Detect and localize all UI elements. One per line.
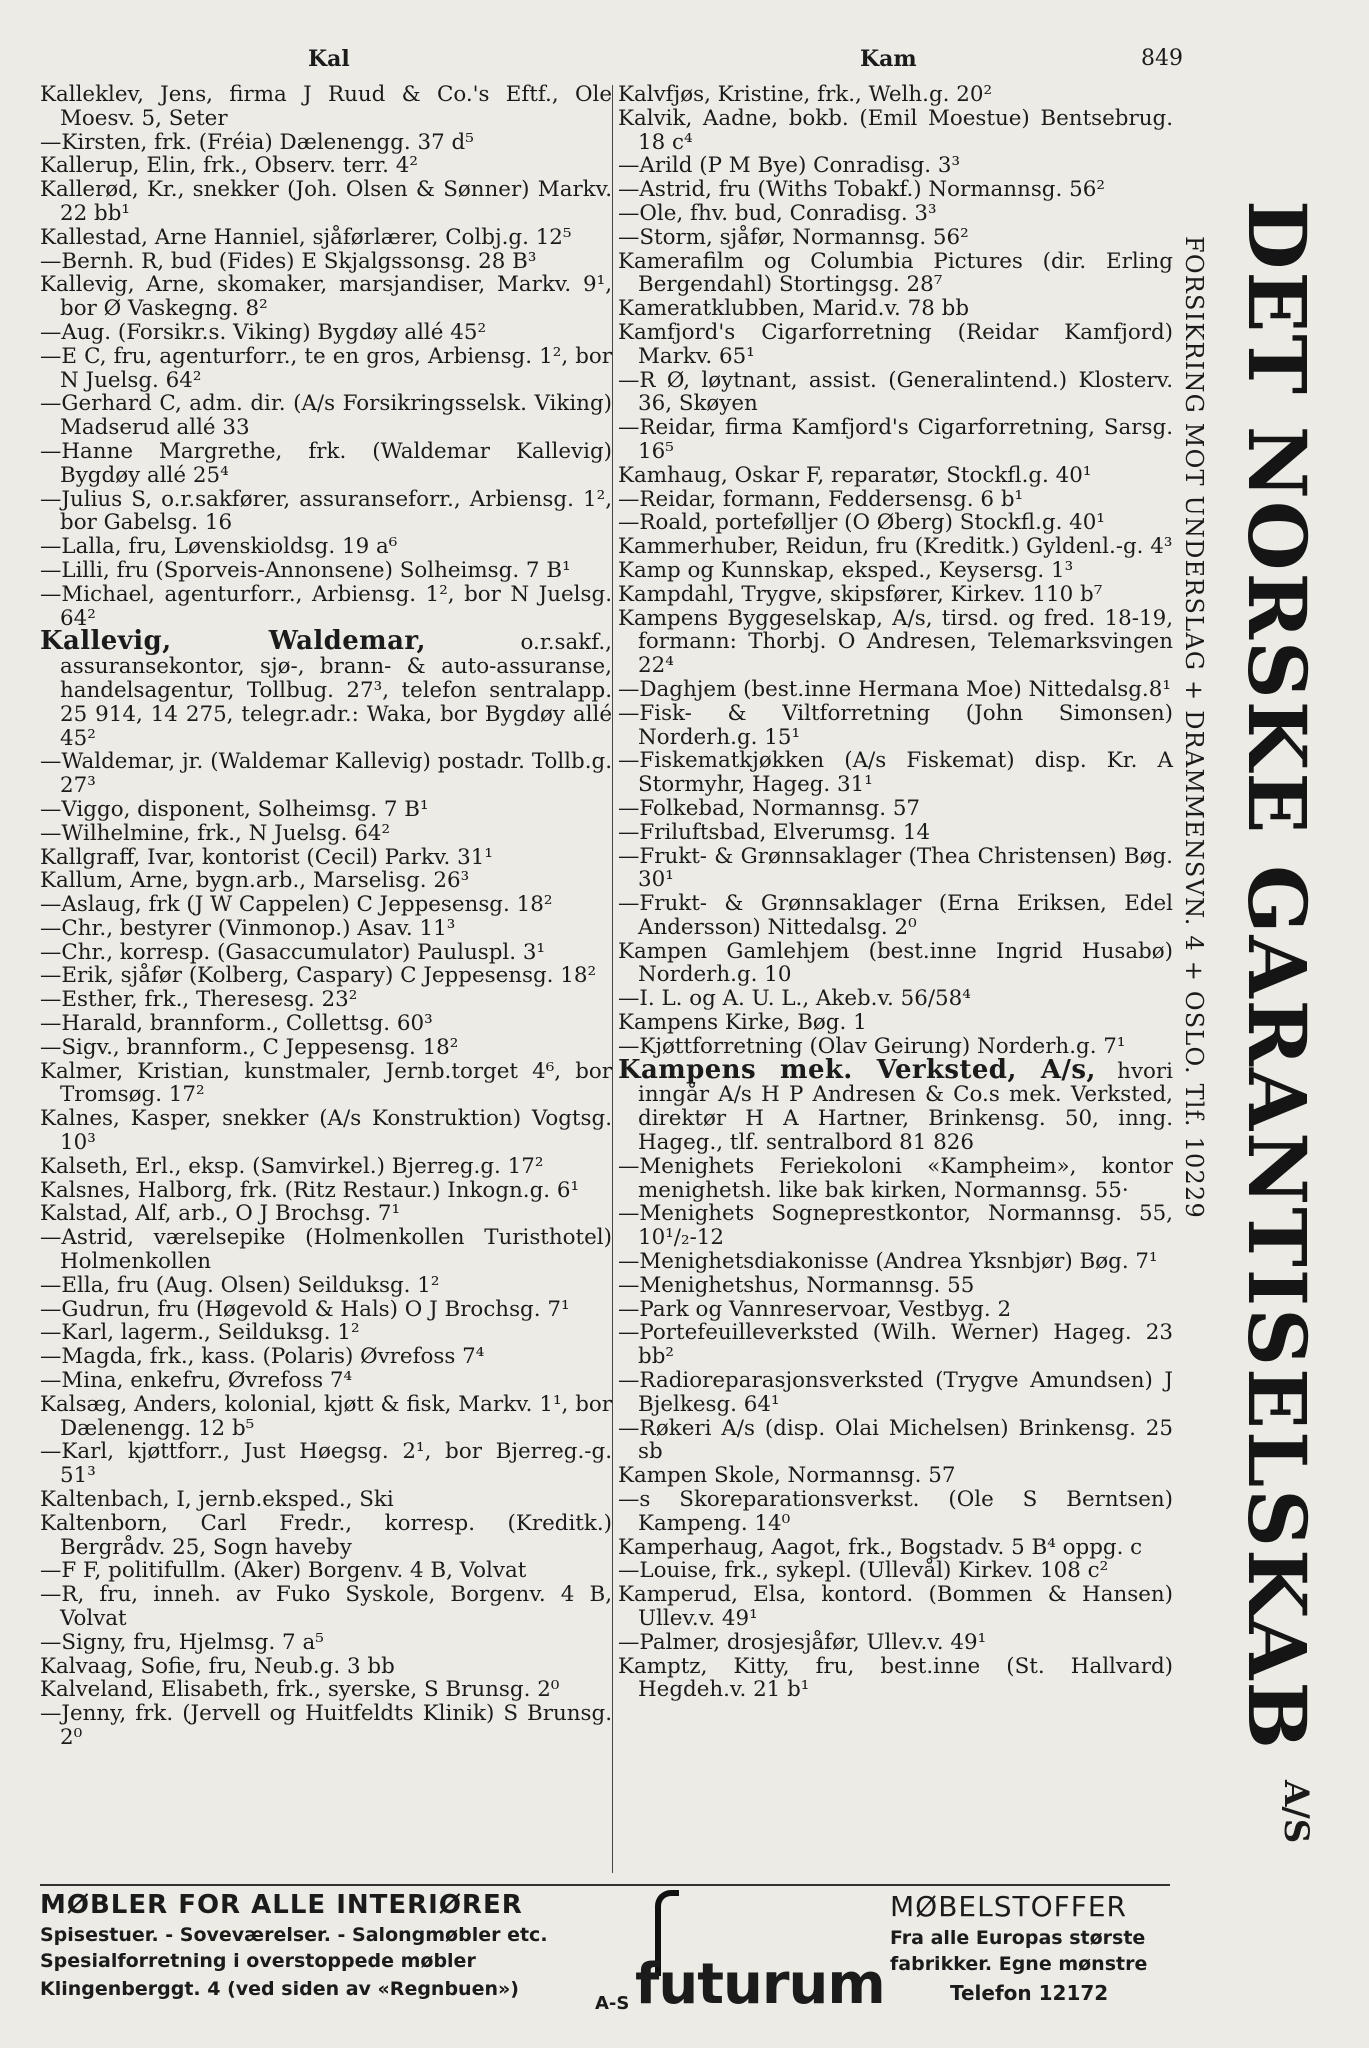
directory-entry: —Røkeri A/s (disp. Olai Michelsen) Brinkensg. 25 sb <box>618 1415 1173 1465</box>
featured-entry-name: Kallevig, Waldemar, <box>40 626 426 657</box>
directory-entry: Kampen Gamlehjem (best.inne Ingrid Husabø) Norderh.g. 10 <box>618 938 1173 988</box>
furniture-ad-line: Spisestuer. - Soveværelser. - Salongmøbler etc. <box>40 1924 548 1946</box>
directory-entry: —Arild (P M Bye) Conradisg. 3³ <box>618 153 961 179</box>
directory-entry: Kalmer, Kristian, kunstmaler, Jernb.torget 4⁶, bor Tromsøg. 17² <box>40 1058 612 1108</box>
fabric-ad-title: MØBELSTOFFER <box>890 1890 1127 1923</box>
directory-entry: Kalsæg, Anders, kolonial, kjøtt & fisk, Markv. 1¹, bor Dælenengg. 12 b⁵ <box>40 1391 612 1441</box>
directory-entry: —Karl, lagerm., Seilduksg. 1² <box>40 1320 360 1346</box>
directory-entry: —Viggo, disponent, Solheimsg. 7 B¹ <box>40 796 429 822</box>
directory-entry: Kalseth, Erl., eksp. (Samvirkel.) Bjerreg.g. 17² <box>40 1153 544 1179</box>
directory-entry: —Ole, fhv. bud, Conradisg. 3³ <box>618 200 937 226</box>
directory-entry: Kampen Skole, Normannsg. 57 <box>618 1463 956 1489</box>
directory-entry: —Gudrun, fru (Høgevold & Hals) O J Brochsg. 7¹ <box>40 1296 570 1322</box>
directory-entry: —Frukt- & Grønnsaklager (Erna Eriksen, Edel Andersson) Nittedalsg. 2⁰ <box>618 891 1173 940</box>
directory-entry: Kamhaug, Oskar F, reparatør, Stockfl.g. 40¹ <box>618 462 1092 488</box>
directory-entry: —Storm, sjåfør, Normannsg. 56² <box>618 224 969 250</box>
directory-entry: —Erik, sjåfør (Kolberg, Caspary) C Jeppesensg. 18² <box>40 963 597 989</box>
directory-entry: —Astrid, værelsepike (Holmenkollen Turisthotel) Holmenkollen <box>40 1225 612 1275</box>
directory-entry: —Palmer, drosjesjåfør, Ullev.v. 49¹ <box>618 1629 987 1655</box>
featured-entry-kampens-verksted <box>618 1054 1173 1156</box>
directory-entry: —R Ø, løytnant, assist. (Generalintend.) Klosterv. 36, Skøyen <box>618 367 1173 417</box>
directory-entry: Kamptz, Kitty, fru, best.inne (St. Hallvard) Hegdeh.v. 21 b¹ <box>618 1653 1173 1703</box>
directory-entry: —Aug. (Forsikr.s. Viking) Bygdøy allé 45² <box>40 319 487 345</box>
directory-entry: Kalnes, Kasper, snekker (A/s Konstruktion) Vogtsg. 10³ <box>40 1106 612 1156</box>
directory-entry: —Esther, frk., Theresesg. 23² <box>40 987 358 1013</box>
directory-entry: Kalvfjøs, Kristine, frk., Welh.g. 20² <box>618 82 993 107</box>
directory-entry: —Gerhard C, adm. dir. (A/s Forsikringsselsk. Viking) Madserud allé 33 <box>40 391 612 441</box>
directory-entry: —Frukt- & Grønnsaklager (Thea Christensen) Bøg. 30¹ <box>618 843 1173 893</box>
directory-entry: —Menighetsdiakonisse (Andrea Yksnbjør) Bøg. 7¹ <box>618 1249 1158 1275</box>
directory-entry: —R, fru, inneh. av Fuko Syskole, Borgenv. 4 B, Volvat <box>40 1582 612 1631</box>
directory-entry: Kaltenbach, I, jernb.eksped., Ski <box>40 1487 394 1513</box>
featured-entry-kallevig <box>40 626 612 751</box>
directory-entry: Kallerup, Elin, frk., Observ. terr. 4² <box>40 153 418 179</box>
directory-entry: Kalvaag, Sofie, fru, Neub.g. 3 bb <box>40 1653 395 1679</box>
logo-prefix: A-S <box>595 1993 630 2014</box>
directory-entry: —Lilli, fru (Sporveis-Annonsene) Solheimsg. 7 B¹ <box>40 557 571 583</box>
futurum-logo <box>595 1890 885 2040</box>
directory-entry: —Roald, portefølljer (O Øberg) Stockfl.g. 40¹ <box>618 510 1105 536</box>
directory-entry: Kamperhaug, Aagot, frk., Bogstadv. 5 B⁴ oppg. c <box>618 1534 1143 1560</box>
directory-entry: —Sigv., brannform., C Jeppesensg. 18² <box>40 1034 459 1060</box>
directory-entry: —Daghjem (best.inne Hermana Moe) Nittedalsg.8¹ <box>618 676 1171 702</box>
directory-entry: —Radioreparasjonsverksted (Trygve Amundsen) J Bjelkesg. 64¹ <box>618 1368 1173 1417</box>
directory-entry: —Friluftsbad, Elverumsg. 14 <box>618 819 931 845</box>
directory-entry: —E C, fru, agenturforr., te en gros, Arbiensg. 1², bor N Juelsg. 64² <box>40 343 612 393</box>
column-divider <box>612 85 613 1873</box>
directory-entry: —Fiskematkjøkken (A/s Fiskemat) disp. Kr. A Stormyhr, Hageg. 31¹ <box>618 748 1173 798</box>
directory-entry: —I. L. og A. U. L., Akeb.v. 56/58⁴ <box>618 986 971 1012</box>
directory-entry: —s Skoreparationsverkst. (Ole S Berntsen) Kampeng. 14⁰ <box>618 1487 1173 1536</box>
logo-name: futurum <box>635 1952 885 2017</box>
directory-entry: Kampdahl, Trygve, skipsfører, Kirkev. 110 b⁷ <box>618 581 1103 607</box>
directory-entry: —Reidar, formann, Feddersensg. 6 b¹ <box>618 486 1024 512</box>
directory-entry: —Signy, fru, Hjelmsg. 7 a⁵ <box>40 1629 324 1655</box>
directory-entry: —Fisk- & Viltforretning (John Simonsen) Norderh.g. 15¹ <box>618 700 1173 750</box>
directory-entry: —Bernh. R, bud (Fides) E Skjalgssonsg. 28 B³ <box>40 248 537 274</box>
directory-entry: —Wilhelmine, frk., N Juelsg. 64² <box>40 820 391 846</box>
directory-entry: —Menighets Feriekoloni «Kampheim», kontor menighetsh. like bak kirken, Normannsg. 55· <box>618 1153 1173 1203</box>
directory-entry: Kampens Byggeselskap, A/s, tirsd. og fred. 18-19, formann: Thorbj. O Andresen, Telemarksvingen 22⁴ <box>618 605 1173 679</box>
directory-entry: —Jenny, frk. (Jervell og Huitfeldts Klinik) S Brunsg. 2⁰ <box>40 1701 612 1750</box>
directory-entry: —Aslaug, frk (J W Cappelen) C Jeppesensg. 18² <box>40 892 553 918</box>
directory-entry: —Harald, brannform., Collettsg. 60³ <box>40 1011 433 1037</box>
side-ad-company: DET NORSKE GARANTISELSKAB <box>1230 200 1324 1751</box>
furniture-ad-title: MØBLER FOR ALLE INTERIØRER <box>40 1890 523 1920</box>
left-entries-continued <box>40 750 612 1749</box>
directory-entry: —F F, politifullm. (Aker) Borgenv. 4 B, Volvat <box>40 1558 527 1584</box>
directory-entry: —Kjøttforretning (Olav Geirung) Norderh.g. 7¹ <box>618 1033 1126 1059</box>
directory-entry: —Chr., korresp. (Gasaccumulator) Pauluspl. 3¹ <box>40 939 546 965</box>
directory-entry: —Portefeuilleverksted (Wilh. Werner) Hageg. 23 bb² <box>618 1320 1173 1370</box>
directory-entry: Kammerhuber, Reidun, fru (Kreditk.) Gyldenl.-g. 4³ <box>618 534 1173 560</box>
directory-entry: —Chr., bestyrer (Vinmonop.) Asav. 11³ <box>40 915 456 941</box>
directory-entry: Kallerød, Kr., snekker (Joh. Olsen & Sønner) Markv. 22 bb¹ <box>40 177 612 226</box>
running-head-middle: Kam <box>860 46 917 72</box>
directory-entry: Kamerafilm og Columbia Pictures (dir. Erling Bergendahl) Stortingsg. 28⁷ <box>618 248 1173 298</box>
side-ad-tagline: FORSIKRING MOT UNDERSLAG + DRAMMENSVN. 4 + OSLO. Tlf. 10229 <box>1180 236 1208 1219</box>
directory-entry: —Lalla, fru, Løvenskioldsg. 19 a⁶ <box>40 534 398 560</box>
directory-entry: —Mina, enkefru, Øvrefoss 7⁴ <box>40 1368 353 1394</box>
directory-entry: Kalleklev, Jens, firma J Ruud & Co.'s Eftf., Ole Moesv. 5, Seter <box>40 82 612 131</box>
side-ad-suffix: A/S <box>1276 1780 1316 1844</box>
directory-entry: Kalveland, Elisabeth, frk., syerske, S Brunsg. 2⁰ <box>40 1677 560 1703</box>
furniture-ad <box>40 1890 580 2000</box>
directory-entry: —Park og Vannreservoar, Vestbyg. 2 <box>618 1296 1012 1322</box>
running-head-left: Kal <box>308 46 350 72</box>
directory-entry: Kamperud, Elsa, kontord. (Bommen & Hansen) Ullev.v. 49¹ <box>618 1582 1173 1631</box>
directory-entry: Kamp og Kunnskap, eksped., Keysersg. 1³ <box>618 557 1074 583</box>
directory-entry: —Waldemar, jr. (Waldemar Kallevig) postadr. Tollb.g. 27³ <box>40 749 612 799</box>
directory-entry: Kalsnes, Halborg, frk. (Ritz Restaur.) Inkogn.g. 6¹ <box>40 1177 580 1203</box>
right-column <box>618 83 1173 1702</box>
directory-entry: —Karl, kjøttforr., Just Høegsg. 2¹, bor Bjerreg.-g. 51³ <box>40 1439 612 1489</box>
footer-divider <box>40 1884 1170 1886</box>
featured-entry-text: o.r.sakf., assuransekontor, sjø-, brann- & auto-assuranse, handelsagentur, Tollbug. 27³, telefon sentralapp. 25 914, 14 275, telegr.adr.: Waka, bor Bygdøy allé 45² <box>60 630 612 751</box>
directory-entry: —Julius S, o.r.sakfører, assuranseforr., Arbiensg. 1², bor Gabelsg. 16 <box>40 486 612 536</box>
directory-entry: —Menighets Sogneprestkontor, Normannsg. 55, 10¹/₂-12 <box>618 1201 1173 1251</box>
directory-entry: —Michael, agenturforr., Arbiensg. 1², bor N Juelsg. 64² <box>40 581 612 631</box>
directory-entry: Kaltenborn, Carl Fredr., korresp. (Kreditk.) Bergrådv. 25, Sogn haveby <box>40 1510 612 1560</box>
featured-entry-name: Kampens mek. Verksted, A/s, <box>618 1054 1096 1085</box>
directory-entry: Kalvik, Aadne, bokb. (Emil Moestue) Bentsebrug. 18 c⁴ <box>618 105 1173 155</box>
featured-entry-text: hvori inngår A/s H P Andresen & Co.s mek. Verksted, direktør H A Hartner, Brinkensg. 50, inng. Hageg., tlf. sentralbord 81 826 <box>638 1058 1173 1156</box>
right-entries <box>618 83 1173 1059</box>
directory-entry: —Menighetshus, Normannsg. 55 <box>618 1272 975 1298</box>
side-advertisement <box>1176 200 1346 1920</box>
furniture-ad-line: Spesialforretning i overstoppede møbler <box>40 1950 476 1972</box>
directory-entry: —Ella, fru (Aug. Olsen) Seilduksg. 1² <box>40 1272 440 1298</box>
fabric-ad-phone: Telefon 12172 <box>950 1981 1109 2005</box>
directory-entry: —Magda, frk., kass. (Polaris) Øvrefoss 7⁴ <box>40 1344 485 1370</box>
directory-entry: Kalstad, Alf, arb., O J Brochsg. 7¹ <box>40 1201 401 1227</box>
fabric-ad-line: fabrikker. Egne mønstre <box>890 1953 1148 1975</box>
directory-entry: —Hanne Margrethe, frk. (Waldemar Kallevig) Bygdøy allé 25⁴ <box>40 438 612 488</box>
directory-entry: Kameratklubben, Marid.v. 78 bb <box>618 296 970 322</box>
page-number: 849 <box>1141 46 1183 71</box>
fabric-ad <box>890 1890 1170 2005</box>
directory-entry: Kamfjord's Cigarforretning (Reidar Kamfjord) Markv. 65¹ <box>618 319 1173 369</box>
directory-entry: —Astrid, fru (Withs Tobakf.) Normannsg. 56² <box>618 177 1105 203</box>
directory-entry: Kallum, Arne, bygn.arb., Marselisg. 26³ <box>40 868 470 894</box>
directory-entry: Kallevig, Arne, skomaker, marsjandiser, Markv. 9¹, bor Ø Vaskegng. 8² <box>40 272 612 322</box>
right-entries-continued <box>618 1155 1173 1702</box>
furniture-ad-address: Klingenberggt. 4 (ved siden av «Regnbuen») <box>40 1978 519 2000</box>
directory-entry: Kampens Kirke, Bøg. 1 <box>618 1010 867 1036</box>
fabric-ad-line: Fra alle Europas største <box>890 1927 1146 1949</box>
directory-entry: Kallestad, Arne Hanniel, sjåførlærer, Colbj.g. 12⁵ <box>40 224 572 250</box>
directory-entry: Kallgraff, Ivar, kontorist (Cecil) Parkv. 31¹ <box>40 844 493 870</box>
directory-entry: —Reidar, firma Kamfjord's Cigarforretning, Sarsg. 16⁵ <box>618 415 1173 464</box>
left-entries <box>40 83 612 630</box>
left-column <box>40 83 612 1750</box>
directory-entry: —Folkebad, Normannsg. 57 <box>618 795 921 821</box>
directory-entry: —Louise, frk., sykepl. (Ullevål) Kirkev. 108 c² <box>618 1558 1109 1584</box>
footer-advertisements <box>40 1890 1170 2040</box>
directory-entry: —Kirsten, frk. (Fréia) Dælenengg. 37 d⁵ <box>40 129 474 155</box>
